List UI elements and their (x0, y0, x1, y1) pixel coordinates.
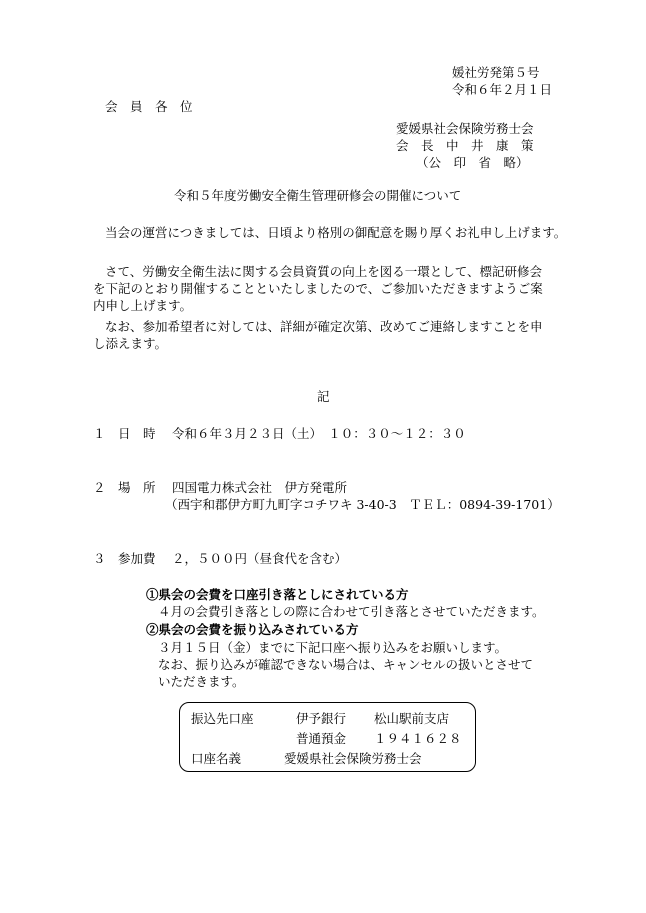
body-paragraph-3-line-1: なお、参加希望者に対しては、詳細が確定次第、改めてご連絡しますことを申 (105, 319, 543, 334)
seal-omitted-note: （公 印 省 略） (416, 155, 529, 170)
ki-heading: 記 (317, 389, 330, 404)
account-holder-name: 愛媛県社会保険労務士会 (284, 751, 422, 766)
fee-label: ３ 参加費 (93, 551, 156, 566)
sender-name: 会 長 中 井 康 策 (396, 138, 534, 153)
account-type: 普通預金 (296, 731, 347, 746)
sender-organization: 愛媛県社会保険労務士会 (396, 121, 534, 136)
place-label: ２ 場 所 (93, 480, 156, 495)
payment-option-2-title: ②県会の会費を振り込みされている方 (146, 622, 359, 637)
body-paragraph-3-line-2: し添えます。 (93, 336, 168, 351)
account-number: １９４１６２８ (374, 731, 462, 746)
bank-name: 伊予銀行 (296, 711, 347, 726)
date-label: １ 日 時 (93, 426, 156, 441)
account-holder-label: 口座名義 (191, 751, 242, 766)
payment-option-2-text-2: なお、振り込みが確認できない場合は、キャンセルの扱いとさせて (158, 657, 534, 672)
issue-date: 令和６年２月１日 (452, 82, 553, 97)
branch-name: 松山駅前支店 (374, 711, 450, 726)
payment-option-2-text-1: ３月１５日（金）までに下記口座へ振り込みをお願いします。 (158, 640, 508, 655)
payment-option-2-text-3: いただきます。 (158, 674, 245, 689)
body-paragraph-2-line-1: さて、労働安全衛生法に関する会員資質の向上を図る一環として、標記研修会 (105, 264, 543, 279)
place-value: 四国電力株式会社 伊方発電所 (172, 480, 348, 495)
recipient: 会 員 各 位 (105, 99, 193, 114)
place-address: （西宇和郡伊方町九町字コチワキ 3-40-3 ＴＥＬ：0894-39-1701） (165, 497, 560, 512)
fee-value: ２，５００円（昼食代を含む） (172, 551, 348, 566)
document-title: 令和５年度労働安全衛生管理研修会の開催について (174, 188, 462, 203)
date-value: 令和６年３月２３日（土） １０：３０～１２：３０ (172, 426, 466, 441)
payment-option-1-title: ①県会の会費を口座引き落としにされている方 (146, 587, 409, 602)
transfer-account-label: 振込先口座 (191, 711, 254, 726)
document-number: 媛社労発第５号 (452, 65, 540, 80)
body-paragraph-1-line-1: 当会の運営につきましては、日頃より格別の御配意を賜り厚くお礼申し上げます。 (105, 225, 567, 240)
body-paragraph-2-line-2: を下記のとおり開催することといたしましたので、ご参加いただきますようご案 (93, 281, 543, 296)
body-paragraph-2-line-3: 内申し上げます。 (93, 298, 193, 313)
payment-option-1-text: ４月の会費引き落としの際に合わせて引き落とさせていただきます。 (158, 604, 545, 619)
